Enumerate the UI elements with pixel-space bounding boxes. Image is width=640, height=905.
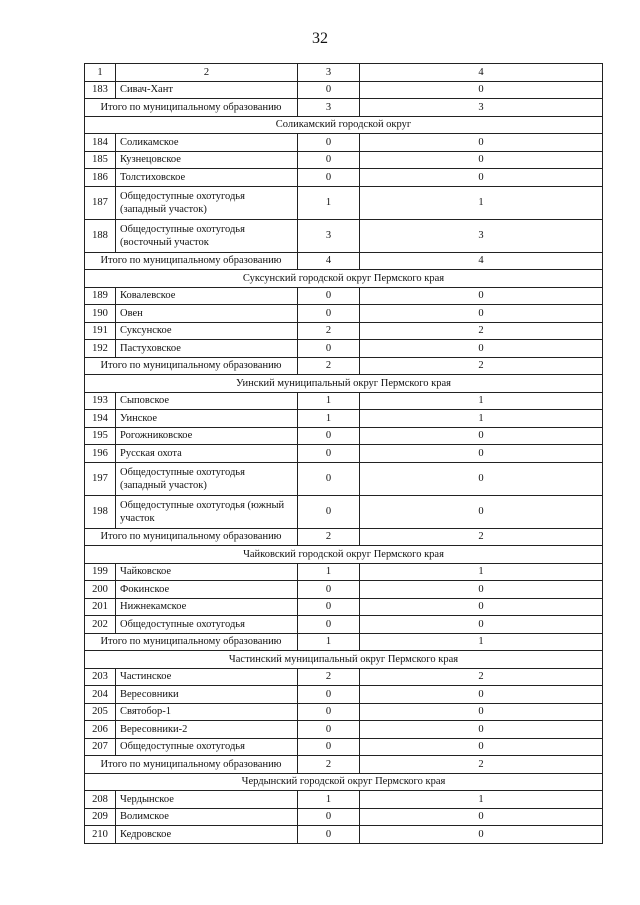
row-col3: 0 — [298, 81, 360, 99]
row-name: Сыповское — [116, 392, 298, 410]
row-name: Уинское — [116, 410, 298, 428]
row-col3: 0 — [298, 495, 360, 528]
row-col4: 3 — [360, 219, 603, 252]
row-number: 206 — [85, 721, 116, 739]
row-col4: 2 — [360, 668, 603, 686]
row-col3: 0 — [298, 581, 360, 599]
total-label: Итого по муниципальному образованию — [85, 252, 298, 270]
table-row — [85, 134, 603, 152]
row-number: 207 — [85, 738, 116, 756]
table-row — [85, 563, 603, 581]
table-row — [85, 462, 603, 495]
row-name: Чайковское — [116, 563, 298, 581]
row-col4: 2 — [360, 322, 603, 340]
table-row — [85, 169, 603, 187]
row-number: 198 — [85, 495, 116, 528]
row-name: Рогожниковское — [116, 427, 298, 445]
total-label: Итого по муниципальному образованию — [85, 528, 298, 546]
table-row — [85, 410, 603, 428]
section-row — [85, 375, 603, 393]
table-row — [85, 808, 603, 826]
row-col3: 0 — [298, 826, 360, 844]
table-row — [85, 721, 603, 739]
row-number: 188 — [85, 219, 116, 252]
section-title: Соликамский городской округ — [85, 116, 603, 134]
row-col4: 1 — [360, 186, 603, 219]
table-row — [85, 738, 603, 756]
header-cell-3: 3 — [298, 64, 360, 82]
row-col3: 0 — [298, 721, 360, 739]
section-title: Чайковский городской округ Пермского края — [85, 546, 603, 564]
row-col3: 2 — [298, 668, 360, 686]
row-col4: 0 — [360, 445, 603, 463]
table-row — [85, 81, 603, 99]
table-row — [85, 305, 603, 323]
row-number: 210 — [85, 826, 116, 844]
row-number: 192 — [85, 340, 116, 358]
table-row — [85, 686, 603, 704]
row-number: 185 — [85, 151, 116, 169]
row-col4: 0 — [360, 305, 603, 323]
total-col4: 2 — [360, 357, 603, 375]
total-col4: 3 — [360, 99, 603, 117]
table-row — [85, 287, 603, 305]
total-col3: 1 — [298, 633, 360, 651]
row-col4: 1 — [360, 563, 603, 581]
section-title: Частинский муниципальный округ Пермского края — [85, 651, 603, 669]
row-col4: 0 — [360, 581, 603, 599]
row-name: Ковалевское — [116, 287, 298, 305]
row-col4: 0 — [360, 598, 603, 616]
total-col3: 2 — [298, 528, 360, 546]
row-col3: 0 — [298, 738, 360, 756]
header-row — [85, 64, 603, 82]
row-name: Соликамское — [116, 134, 298, 152]
row-number: 200 — [85, 581, 116, 599]
row-col3: 0 — [298, 427, 360, 445]
row-col3: 0 — [298, 169, 360, 187]
row-number: 184 — [85, 134, 116, 152]
table-row — [85, 392, 603, 410]
row-name: Овен — [116, 305, 298, 323]
row-name: Кузнецовское — [116, 151, 298, 169]
total-col4: 2 — [360, 528, 603, 546]
table-body — [85, 64, 603, 844]
total-label: Итого по муниципальному образованию — [85, 99, 298, 117]
row-name: Суксунское — [116, 322, 298, 340]
row-name: Пастуховское — [116, 340, 298, 358]
row-name: Общедоступные охотугодья (восточный участок — [116, 219, 298, 252]
row-col4: 0 — [360, 287, 603, 305]
row-name: Сивач-Хант — [116, 81, 298, 99]
row-name: Вересовники — [116, 686, 298, 704]
row-col4: 0 — [360, 616, 603, 634]
row-number: 209 — [85, 808, 116, 826]
header-cell-2: 2 — [116, 64, 298, 82]
row-number: 196 — [85, 445, 116, 463]
total-col3: 2 — [298, 357, 360, 375]
table-row — [85, 427, 603, 445]
total-row — [85, 99, 603, 117]
table-row — [85, 581, 603, 599]
row-name: Чердынское — [116, 791, 298, 809]
row-col3: 1 — [298, 392, 360, 410]
row-col3: 0 — [298, 808, 360, 826]
row-name: Общедоступные охотугодья (южный участок — [116, 495, 298, 528]
row-col3: 0 — [298, 462, 360, 495]
row-col4: 0 — [360, 151, 603, 169]
row-col3: 1 — [298, 410, 360, 428]
row-col4: 0 — [360, 427, 603, 445]
row-name: Общедоступные охотугодья (западный участок) — [116, 462, 298, 495]
total-label: Итого по муниципальному образованию — [85, 633, 298, 651]
row-col3: 0 — [298, 445, 360, 463]
row-col3: 1 — [298, 563, 360, 581]
row-col4: 0 — [360, 495, 603, 528]
table-row — [85, 791, 603, 809]
table-row — [85, 322, 603, 340]
row-name: Фокинское — [116, 581, 298, 599]
total-label: Итого по муниципальному образованию — [85, 756, 298, 774]
total-row — [85, 756, 603, 774]
row-col3: 0 — [298, 616, 360, 634]
table-row — [85, 598, 603, 616]
row-name: Волимское — [116, 808, 298, 826]
row-col3: 1 — [298, 186, 360, 219]
row-name: Частинское — [116, 668, 298, 686]
row-col3: 0 — [298, 340, 360, 358]
row-name: Вересовники-2 — [116, 721, 298, 739]
row-col4: 0 — [360, 134, 603, 152]
header-cell-4: 4 — [360, 64, 603, 82]
section-row — [85, 270, 603, 288]
row-col4: 0 — [360, 703, 603, 721]
section-title: Уинский муниципальный округ Пермского края — [85, 375, 603, 393]
table-row — [85, 495, 603, 528]
row-col4: 1 — [360, 791, 603, 809]
total-col4: 2 — [360, 756, 603, 774]
header-cell-1: 1 — [85, 64, 116, 82]
row-name: Толстиховское — [116, 169, 298, 187]
row-number: 203 — [85, 668, 116, 686]
row-col3: 0 — [298, 686, 360, 704]
section-row — [85, 773, 603, 791]
row-number: 183 — [85, 81, 116, 99]
row-col4: 0 — [360, 169, 603, 187]
row-col3: 0 — [298, 134, 360, 152]
row-col3: 3 — [298, 219, 360, 252]
row-col4: 0 — [360, 738, 603, 756]
row-number: 195 — [85, 427, 116, 445]
total-row — [85, 528, 603, 546]
row-col4: 0 — [360, 826, 603, 844]
table-row — [85, 703, 603, 721]
row-name: Кедровское — [116, 826, 298, 844]
table-row — [85, 186, 603, 219]
row-number: 193 — [85, 392, 116, 410]
table-row — [85, 445, 603, 463]
row-col4: 0 — [360, 686, 603, 704]
row-number: 194 — [85, 410, 116, 428]
hunting-grounds-table — [84, 63, 603, 844]
row-col3: 2 — [298, 322, 360, 340]
table-row — [85, 668, 603, 686]
row-col4: 0 — [360, 81, 603, 99]
section-row — [85, 651, 603, 669]
total-row — [85, 357, 603, 375]
table-row — [85, 826, 603, 844]
row-number: 204 — [85, 686, 116, 704]
row-col4: 0 — [360, 462, 603, 495]
table-row — [85, 340, 603, 358]
total-col3: 2 — [298, 756, 360, 774]
row-col3: 0 — [298, 287, 360, 305]
total-row — [85, 633, 603, 651]
row-col4: 0 — [360, 721, 603, 739]
section-row — [85, 546, 603, 564]
row-number: 190 — [85, 305, 116, 323]
row-name: Общедоступные охотугодья — [116, 738, 298, 756]
section-title: Чердынский городской округ Пермского края — [85, 773, 603, 791]
row-name: Общедоступные охотугодья — [116, 616, 298, 634]
total-col3: 3 — [298, 99, 360, 117]
total-col4: 4 — [360, 252, 603, 270]
row-name: Нижнекамское — [116, 598, 298, 616]
row-number: 205 — [85, 703, 116, 721]
row-number: 191 — [85, 322, 116, 340]
page-number: 32 — [312, 30, 328, 47]
row-name: Святобор-1 — [116, 703, 298, 721]
row-number: 187 — [85, 186, 116, 219]
row-number: 197 — [85, 462, 116, 495]
row-number: 208 — [85, 791, 116, 809]
row-col3: 0 — [298, 305, 360, 323]
section-title: Суксунский городской округ Пермского края — [85, 270, 603, 288]
total-col4: 1 — [360, 633, 603, 651]
row-col4: 0 — [360, 340, 603, 358]
row-col4: 0 — [360, 808, 603, 826]
row-number: 202 — [85, 616, 116, 634]
row-name: Общедоступные охотугодья (западный участок) — [116, 186, 298, 219]
section-row — [85, 116, 603, 134]
row-number: 199 — [85, 563, 116, 581]
total-col3: 4 — [298, 252, 360, 270]
table-row — [85, 616, 603, 634]
row-number: 186 — [85, 169, 116, 187]
row-col3: 1 — [298, 791, 360, 809]
row-number: 189 — [85, 287, 116, 305]
row-name: Русская охота — [116, 445, 298, 463]
row-col3: 0 — [298, 151, 360, 169]
total-label: Итого по муниципальному образованию — [85, 357, 298, 375]
total-row — [85, 252, 603, 270]
row-col3: 0 — [298, 598, 360, 616]
row-col4: 1 — [360, 392, 603, 410]
table-row — [85, 219, 603, 252]
table-row — [85, 151, 603, 169]
row-number: 201 — [85, 598, 116, 616]
row-col3: 0 — [298, 703, 360, 721]
row-col4: 1 — [360, 410, 603, 428]
